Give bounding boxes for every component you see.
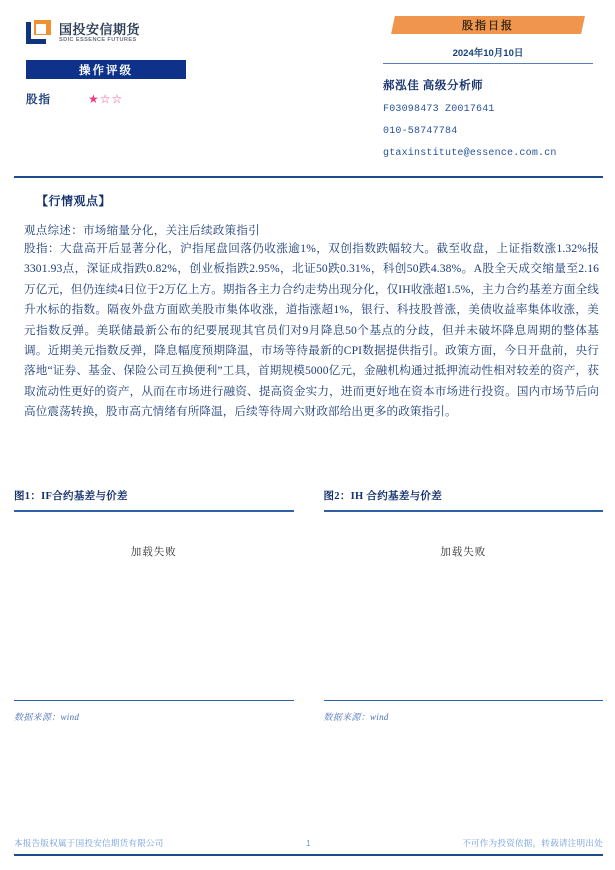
figure-2-title: 图2：IH 合约基差与价差	[323, 491, 443, 502]
figure-1	[14, 488, 294, 723]
logo-text	[59, 23, 140, 44]
logo-mark-icon	[26, 20, 52, 46]
rating-row	[26, 91, 296, 107]
analyst-name: 郝泓佳 高级分析师	[383, 80, 484, 92]
body-paragraph: 股指：大盘高开后显著分化，沪指尾盘回落仍收涨逾1%，双创指数跌幅较大。截至收盘，上证指数涨1.32%报3301.93点，深证成指跌0.82%，创业板指跌2.95%，北证50跌0.31%，科创50跌4.38%。A股全天成交缩量至2.16万亿元，但仍连续4日位于2万亿上方。期指各主力合约走势出现分化，仅IH收涨超1.5%，主力合约基差方面全线升水标的指数。隔夜外盘方面欧美股市集体收涨，道指涨超1%，银行、科技股普涨，美债收益率集体收涨，美元指数反弹。美联储最新公布的纪要展现其官员们对9月降息50个基点的分歧，但并未破坏降息周期的整体基调。近期美元指数反弹，降息幅度预期降温，市场等待最新的CPI数据提供指引。政策方面，今日开盘前，央行落地“证券、基金、保险公司互换便利”工具，首期规模5000亿元，金融机构通过抵押流动性相对较差的资产，获取流动性更好的资产，从而在市场进行融资、提高资金实力，进而更好地在资本市场进行投资。国内市场节后向高位震荡转换，股市高亢情绪有所降温，后续等待周六财政部给出更多的政策指引。	[24, 242, 599, 419]
section-title: 【行情观点】	[36, 194, 112, 208]
logo-name-cn: 国投安信期货	[59, 21, 141, 37]
report-content	[22, 192, 599, 423]
rating-bar-label: 操作评级	[79, 64, 133, 77]
figure-section	[14, 488, 603, 723]
report-type-ribbon	[391, 16, 585, 34]
figure-1-foot-divider	[14, 700, 294, 701]
figure-1-title: 图1：IF合约基差与价差	[14, 491, 128, 502]
rating-bar-header	[26, 60, 186, 79]
logo-name-en: SDIC ESSENCE FUTURES	[59, 36, 137, 43]
figure-1-body	[14, 512, 294, 700]
rating-stars: ★☆☆	[88, 92, 124, 106]
report-header	[0, 0, 615, 168]
figure-2	[324, 488, 604, 723]
analyst-email: gtaxinstitute@essence.com.cn	[383, 148, 557, 159]
rating-item-label: 股指	[26, 94, 51, 106]
header-divider	[14, 176, 603, 178]
figure-1-placeholder: 加载失败	[130, 546, 177, 558]
figure-2-source: 数据来源：wind	[323, 711, 389, 722]
figure-2-placeholder: 加载失败	[440, 546, 487, 558]
summary-line: 观点综述：市场缩量分化，关注后续政策指引	[24, 225, 260, 237]
footer-copyright: 本报告版权属于国投安信期货有限公司	[14, 838, 164, 849]
footer-disclaimer: 不可作为投资依据，转载请注明出处	[462, 838, 603, 849]
figure-2-body	[324, 512, 604, 700]
report-footer	[14, 837, 603, 856]
analyst-license: F03098473 Z0017641	[383, 104, 495, 115]
figure-1-source: 数据来源：wind	[14, 711, 80, 722]
header-right-block	[383, 16, 601, 159]
report-type-label: 股指日报	[462, 20, 514, 32]
report-date: 2024年10月10日	[383, 45, 593, 64]
logo-orange-square-icon	[34, 20, 51, 35]
footer-divider	[14, 854, 603, 856]
company-logo	[26, 18, 296, 48]
figure-2-foot-divider	[324, 700, 604, 701]
footer-page-number: 1	[305, 838, 311, 849]
analyst-phone: 010-58747784	[383, 126, 458, 137]
header-left-block	[26, 18, 296, 107]
footer-row	[14, 837, 603, 854]
